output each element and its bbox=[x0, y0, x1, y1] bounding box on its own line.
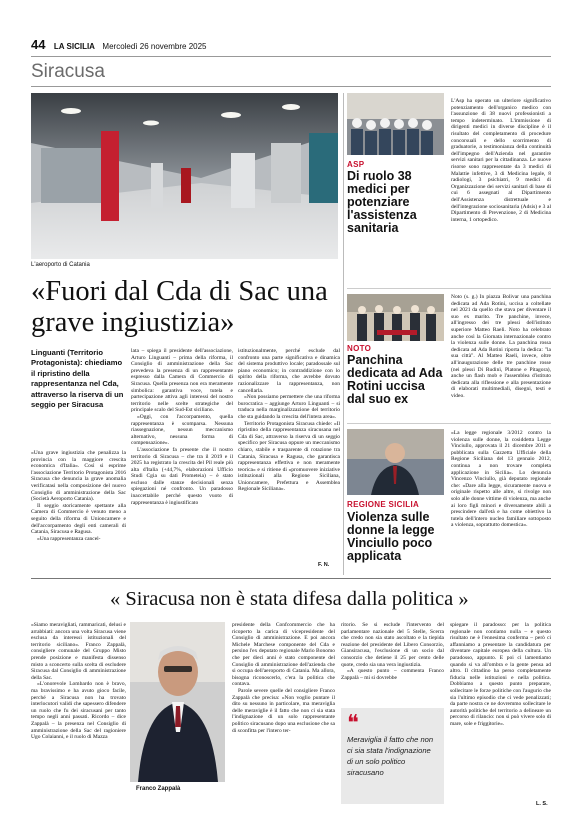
pull-quote bbox=[341, 708, 444, 804]
zappala-col-4 bbox=[450, 622, 551, 798]
zappala-photo bbox=[130, 622, 225, 782]
paragraph: «Una grave ingiustizia che penalizza la provincia con la maggiore crescita economica d'Italia». Così si esprime l'associazione Territorio Protagonista 2016 Siracusa che denuncia la grave anomalia verificatasi nella composizione del nuovo Consiglio di amministrazione della Sac (Società Aeroporto Catania). bbox=[31, 450, 126, 503]
main-signature: F. N. bbox=[318, 562, 330, 568]
page-number: 44 bbox=[31, 37, 46, 52]
zappala-col-1 bbox=[31, 622, 126, 800]
paragraph: Territorio Protagonista Siracusa chiede: «Il ripristino della rappresentanza siracusana nel Cda di Sac, attraverso la riserva di un seggio specifico per Siracusa oppure un meccanismo chiaro, stabile e trasparente di rotazione tra Catania, Siracusa e Ragusa, che garantisca rappresentanza effettiva e non meramente teorica» e si ritiene di «promuovere iniziative istituzionali alla Regione Siciliana, Unioncamere, Prefettura e Assemblea Regionale Siciliana». bbox=[238, 420, 340, 493]
main-article-col-2 bbox=[131, 348, 233, 570]
paragraph: «Oggi, con l'accorpamento, quella rappresentanza è scomparsa. Nessuna riassegnazione, nessun meccanismo alternativo, nessuna forma di compensazione». bbox=[131, 413, 233, 447]
franco-zappala-portrait bbox=[130, 622, 225, 782]
header-rule bbox=[31, 56, 551, 57]
airport-interior-image bbox=[31, 93, 338, 259]
red-bench-ceremony-image bbox=[347, 294, 444, 341]
regione-body bbox=[451, 430, 551, 572]
main-article-col-1 bbox=[31, 450, 126, 570]
paragraph: «Non possiamo permettere che una riforma burocratica – aggiunge Arturo Linguanti – si traduca nella marginalizzazione del territorio che sta guidando la crescita dell'intera area». bbox=[238, 394, 340, 420]
zappala-top-rule bbox=[31, 578, 551, 579]
noto-photo bbox=[347, 294, 444, 341]
pull-quote-text: Meraviglia il fatto che non ci sia stata l'indignazione di un solo politico siracusano bbox=[347, 735, 434, 777]
main-headline: «Fuori dal Cda di Sac una grave ingiustizia» bbox=[31, 276, 328, 338]
paragraph: L'Asp ha operato un ulteriore significativo potenziamento dell'organico medico con l'assunzione di 38 nuovi professionisti a tempo indeterminato. L'immissione di dirigenti medici in diverse discipline è il risultato del completamento di procedure concorsuali e dello scorrimento di graduatorie, a testimonianza della continuità dell'impegno dell'Azienda nel garantire servizi sanitari per la cittadinanza. Le nuove risorse sono rappresentate da 3 medici di Malattie infettive, 3 di Medicina legale, 8 radiologi, 3 psichiatri, 9 medici di Organizzazione dei servizi sanitari di base di cui 6 assegnati al Dipartimento dell'Assistenza distrettuale e dell'integrazione sociosanitaria (Adsis) e 3 al Dipartimento di Prevenzione, 2 di Medicina interna, 1 ortopedico. bbox=[451, 98, 551, 223]
paragraph: «Una rappresentanza cancel- bbox=[37, 535, 101, 542]
airport-caption: L'aeroporto di Catania bbox=[31, 262, 90, 268]
noto-kicker: NOTO bbox=[347, 344, 372, 353]
paragraph: «Siamo meravigliati, rammaricati, delusi e arrabbiati: ancora una volta Siracusa viene esclusa da interessi istituzionali del territorio siciliano». Franco Zappalà, consigliere comunale del Gruppo Misto prende posizione e manifesta dissenso misto a sconcerto sulla scelta di escludere Siracusa dal Consiglio di amministrazione della Sac. bbox=[31, 622, 126, 681]
section-rule bbox=[31, 86, 551, 87]
asp-kicker: ASP bbox=[347, 160, 365, 169]
issue-date: Mercoledì 26 novembre 2025 bbox=[102, 42, 207, 51]
doctors-group-image bbox=[347, 93, 444, 155]
paragraph: spiegare il paradosso: per la politica regionale non contiamo nulla – e questo risultato ne è l'ennesima conferma – però ci affanniamo a presentare la candidatura per diventare capitale europea della cultura. Un paradosso, appunto. E poi ci lamentiamo quando si va all'ombra e la gente pensa ad altro. Il cittadino ha perso completamente fiducia nelle istituzioni e nella politica. Dobbiamo a questo punto preparare, sollecitare le forze politiche con l'augurio che sia l'ultimo episodio che ci vede penalizzati; da parte nostra ce ne dovremmo sollecitare le autorità politiche del territorio a delineare un percorso di rilancio: non si può vivere solo di mare, sole e friggitorie». bbox=[450, 622, 551, 727]
paragraph: presidente della Confcommercio che ha ricoperto la carica di vicepresidente del Consiglio di amministrazione. E poi ancora Michele Marchese componente del Cda e persino l'ex deputato regionale Mario Bonomo che per dieci anni è stato componente del Consiglio di amministrazione dell'azienda che si occupa dell'aeroporto di Catania. Ma allora, bisogna riconoscerlo, c'era la politica che contava. bbox=[232, 622, 335, 688]
zappala-caption: Franco Zappalà bbox=[136, 786, 181, 792]
paragraph: «La legge regionale 3/2012 contro la violenza sulle donne, la cosiddetta Legge Vinciullo, approvata il 21 dicembre 2011 e pubblicata sulla Gazzetta Ufficiale della Regione Siciliana del 13 gennaio 2012, continua a non trovare completa applicazione in Sicilia». Lo denuncia Vincenzo Vinciullo, già deputato regionale che: «Dare alla legge, sicuramente nuova e originale rispetto alle altre, si rivolge non solo alle donne vittime di violenza, ma anche ai loro figli minori e diversamente abili a prescindere dall'età e ha come obiettivo la tutela dell'intero nucleo familiare sottoposto a violenza, soprattutto domestica». bbox=[451, 430, 551, 529]
paragraph: Noto (s. g.) In piazza Bolivar una panchina dedicata ad Ada Rotini, uccisa a coltellate nel 2021 da quello che stava per diventare il suo ex marito. Tre panchine, invece, all'ingresso dei tre plessi dell'istituto superiore Matteo Raeli. Noto ha celebrato anche così la Giornata internazionale contro la violenza sulle donne. La panchina rossa dedicata ad Ada Rotini riporta la dedica: "la sua città". Al Matteo Raeli, invece, oltre all'inaugurazione delle tre panchine rosse (nei plessi Di Rudinì, Platone e Pitagora), anche un flash mob e l'assemblea d'istituto dedicata alla riflessione e alla presentazione di elaborati multimediali, disegni, testi e video. bbox=[451, 294, 551, 399]
paragraph: «L'onorevole Lombardo non è bravo, ma bravissimo e ha avuto gioco facile, perché a Siracusa non ha trovato interlocutori validi che sapessero difendere un ruolo che fu dei siracusani per tanto tempo negli anni passati. Ricordo – dice Zappalà – la presenza nel Consiglio di amministrazione della Sac del ragioniere Ugo Colaianni, e il ruolo di Mazza bbox=[31, 681, 126, 741]
paragraph: L'associazione fa presente che il nostro territorio di Siracusa – che tra il 2019 e il 2025 ha registrato la crescita del Pil reale più alta d'Italia (+44,7%, elaborazioni Ufficio Studi Cgia su dati Prometeia) – è stato escluso dalle stanze decisionali senza spiegazioni né confronto. Un paradosso inaccettabile perché questo vuoto di rappresentanza è ingiustificato bbox=[131, 446, 233, 506]
column-divider bbox=[343, 93, 344, 575]
paragraph: «A questo punto – commenta Franco Zappalà – mi si dovrebbe bbox=[341, 668, 444, 681]
main-article-col-3 bbox=[238, 348, 340, 560]
airport-photo bbox=[31, 93, 338, 259]
zappala-col-2 bbox=[232, 622, 335, 800]
zappala-col-3 bbox=[341, 622, 444, 702]
paragraph: istituzionalmente, perché esclude dal confronto una parte significativa e dinamica del sistema produttivo locale; paradossale sul piano economico; in contraddizione con lo spirito della riforma, che avrebbe dovuto razionalizzare la rappresentanza, non cancellarla. bbox=[238, 348, 340, 394]
noto-rule bbox=[347, 423, 551, 424]
quote-mark-icon: ❝ bbox=[347, 710, 359, 735]
asp-rule bbox=[347, 288, 551, 289]
regione-kicker: REGIONE SICILIA bbox=[347, 500, 420, 509]
noto-body bbox=[451, 294, 551, 418]
paragraph: lata – spiega il presidente dell'associazione, Arturo Linguanti – prima della riforma, il Consiglio di amministrazione della Sac prevedeva la presenza di un rappresentante espresso dalla Camera di Commercio di Siracusa. Quella presenza non era meramente simbolica: garantiva voce, tutela e partecipazione attiva agli interessi del nostro territorio nelle scelte strategiche del principale scalo del Sud-Est siciliano. bbox=[131, 348, 233, 414]
newspaper-name: LA SICILIA bbox=[53, 42, 95, 51]
zappala-signature: L. S. bbox=[536, 801, 548, 807]
asp-photo bbox=[347, 93, 444, 155]
vinciullo-photo bbox=[347, 429, 444, 495]
paragraph: ritorio. Se si esclude l'intervento del parlamentare nazionale del 5 Stelle, Scerra che credo non sia stato ascoltato e la tiepida reazione del presidente del Libero Consorzio, Giansiracusa, l'esclusione di un socio dal consorzio che detiene il 25 per cento delle quote, credo sia una vera ingiustizia. bbox=[341, 622, 444, 668]
asp-title: Di ruolo 38 medici per potenziare l'assistenza sanitaria bbox=[347, 169, 417, 235]
asp-body bbox=[451, 98, 551, 283]
paragraph: Il seggio storicamente spettante alla Camera di Commercio è venuto meno a seguito della riforma di Unioncamere e dell'accorpamento degli enti camerali di Catania, Siracusa e Ragusa. bbox=[31, 502, 126, 536]
paragraph: Parole severe quelle del consigliere Franco Zappalà che precisa: «Non voglio puntare il dito su nessuno in particolare, ma meraviglia delle meraviglie è il fatto che non ci sia stata l'indignazione di un solo rappresentante politico siracusano dopo una esclusione che sa di sconfitta per l'intero ter- bbox=[232, 687, 335, 734]
regione-title: Violenza sulle donne la legge Vinciullo poco applicata bbox=[347, 510, 435, 563]
zappala-headline: « Siracusa non è stata difesa dalla politica » bbox=[110, 588, 469, 610]
vincenzo-vinciullo-portrait bbox=[347, 429, 444, 495]
main-deck: Linguanti (Territorio Protagonista): chiediamo il ripristino della rappresentanza nel Cda, attraverso la riserva di un seggio per Siracusa bbox=[31, 348, 124, 410]
page-header bbox=[31, 36, 551, 52]
noto-title: Panchina dedicata ad Ada Rotini uccisa dal suo ex bbox=[347, 353, 443, 406]
section-title: Siracusa bbox=[31, 61, 105, 82]
